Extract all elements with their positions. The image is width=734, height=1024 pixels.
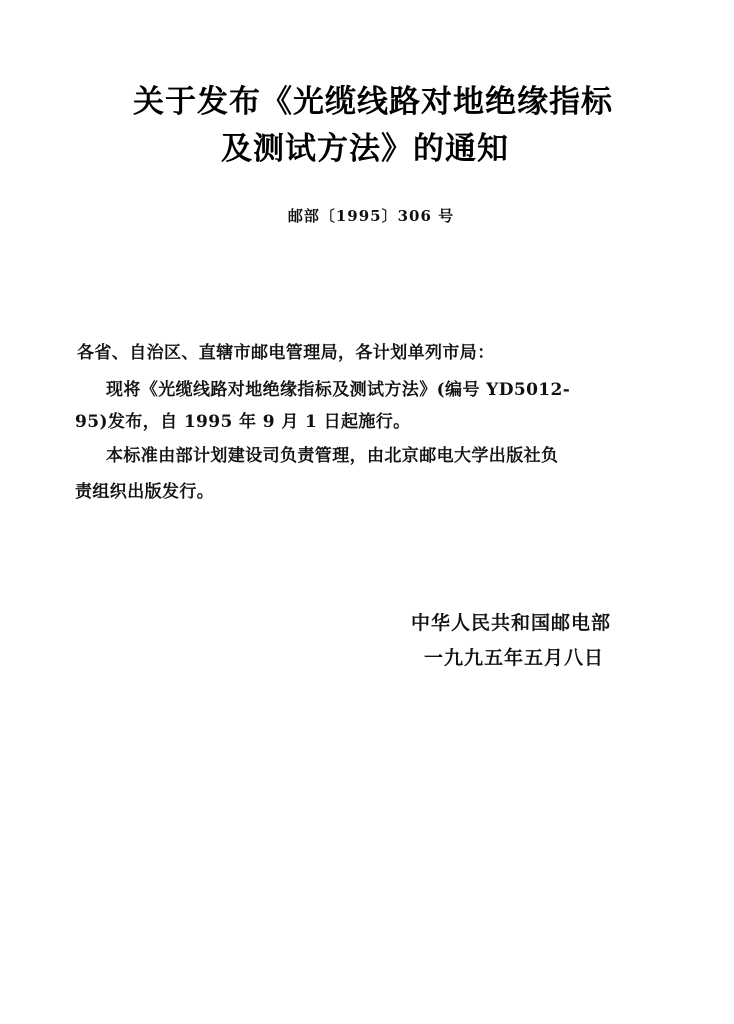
document-number: 邮部〔1995〕306 号 bbox=[287, 207, 455, 225]
paragraph-1-line-2: 95)发布，自 1995 年 9 月 1 日起施行。 bbox=[75, 412, 411, 432]
paragraph-2-line-1: 本标准由部计划建设司负责管理，由北京邮电大学出版社负 bbox=[106, 446, 559, 466]
addressee: 各省、自治区、直辖市邮电管理局，各计划单列市局： bbox=[77, 343, 495, 363]
issue-date: 一九九五年五月八日 bbox=[424, 647, 605, 669]
issuer-signature: 中华人民共和国邮电部 bbox=[411, 612, 612, 634]
paragraph-1-line-1: 现将《光缆线路对地绝缘指标及测试方法》(编号 YD5012- bbox=[106, 380, 571, 400]
title-line-2: 及测试方法》的通知 bbox=[221, 131, 509, 167]
title-line-1: 关于发布《光缆线路对地绝缘指标 bbox=[133, 84, 613, 120]
paragraph-2-line-2: 责组织出版发行。 bbox=[75, 482, 215, 502]
